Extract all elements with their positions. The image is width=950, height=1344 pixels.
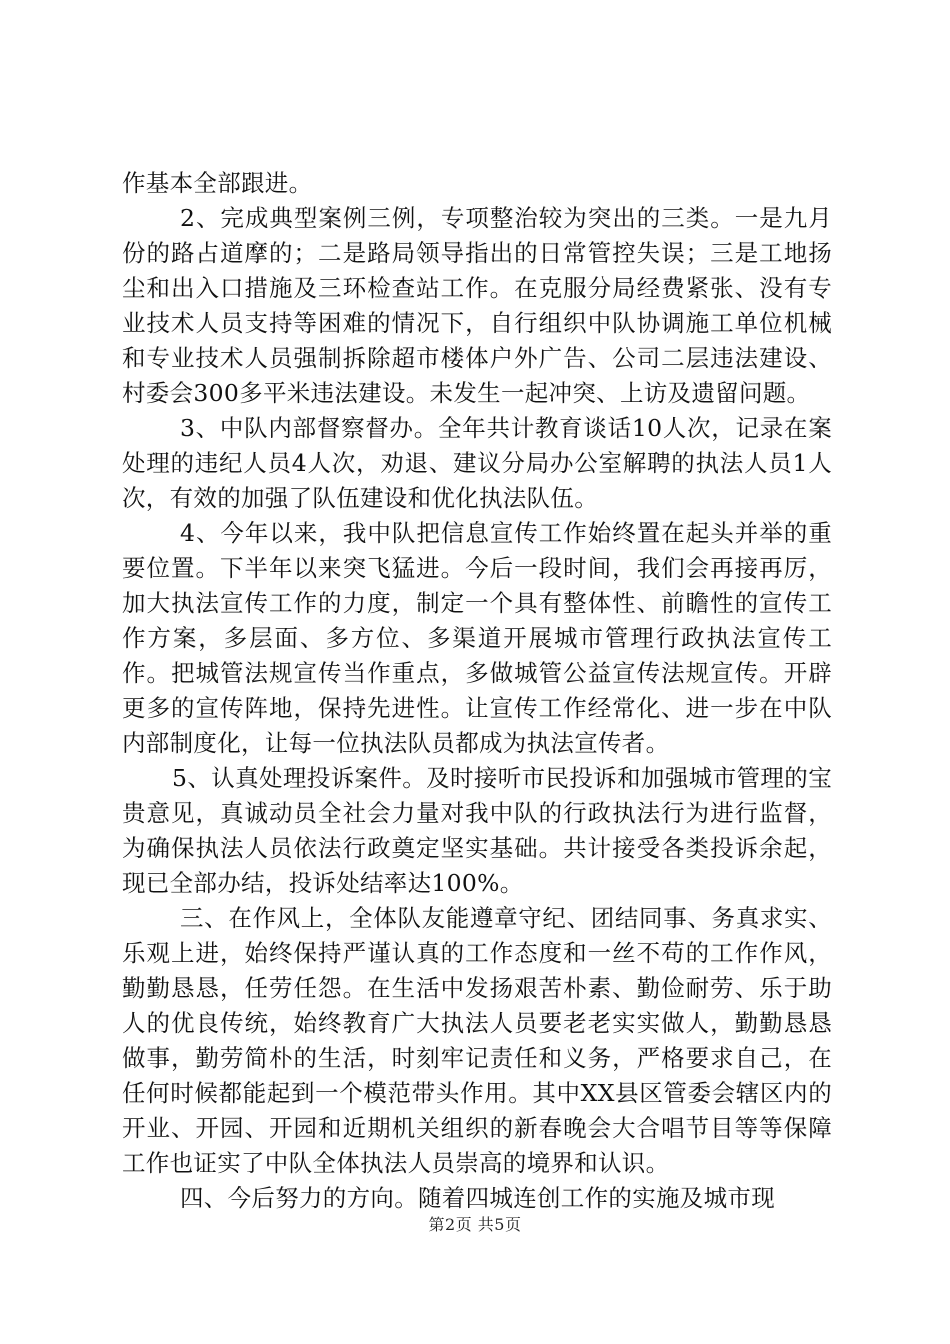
document-body <box>122 166 832 1216</box>
paragraph-section-4: 四、今后努力的方向。随着四城连创工作的实施及城市现 <box>180 1184 775 1212</box>
page-number-footer: 第2页 共5页 <box>428 1215 522 1234</box>
paragraph-item-2: 2、完成典型案例三例，专项整治较为突出的三类。一是九月份的路占道摩的；二是路局领导指出的日常管控失误；三是工地扬尘和出入口措施及三环检查站工作。在克服分局经费紧张、没有专业技术人员支持等困难的情况下，自行组织中队协调施工单位机械和专业技术人员强制拆除超市楼体户外广告、公司二层违法建设、村委会300多平米违法建设。未发生一起冲突、上访及遗留问题。 <box>122 204 832 407</box>
paragraph-continuation: 作基本全部跟进。 <box>122 169 313 197</box>
paragraph-item-4: 4、今年以来，我中队把信息宣传工作始终置在起头并举的重要位置。下半年以来突飞猛进。今后一段时间，我们会再接再厉，加大执法宣传工作的力度，制定一个具有整体性、前瞻性的宣传工作方案，多层面、多方位、多渠道开展城市管理行政执法宣传工作。把城管法规宣传当作重点，多做城管公益宣传法规宣传。开辟更多的宣传阵地，保持先进性。让宣传工作经常化、进一步在中队内部制度化，让每一位执法队员都成为执法宣传者。 <box>122 519 832 757</box>
paragraph-section-3: 三、在作风上，全体队友能遵章守纪、团结同事、务真求实、乐观上进，始终保持严谨认真的工作态度和一丝不苟的工作作风，勤勤恳恳，任劳任怨。在生活中发扬艰苦朴素、勤俭耐劳、乐于助人的优良传统，始终教育广大执法人员要老老实实做人，勤勤恳恳做事，勤劳简朴的生活，时刻牢记责任和义务，严格要求自己，在任何时候都能起到一个模范带头作用。其中XX县区管委会辖区内的开业、开园、开园和近期机关组织的新春晚会大合唱节目等等保障工作也证实了中队全体执法人员崇高的境界和认识。 <box>122 904 832 1177</box>
paragraph-item-3: 3、中队内部督察督办。全年共计教育谈话10人次，记录在案处理的违纪人员4人次，劝退、建议分局办公室解聘的执法人员1人次，有效的加强了队伍建设和优化执法队伍。 <box>122 414 832 512</box>
paragraph-item-5: 5、认真处理投诉案件。及时接听市民投诉和加强城市管理的宝贵意见，真诚动员全社会力量对我中队的行政执法行为进行监督，为确保执法人员依法行政奠定坚实基础。共计接受各类投诉余起，现已全部办结，投诉处结率达100%。 <box>122 764 832 897</box>
